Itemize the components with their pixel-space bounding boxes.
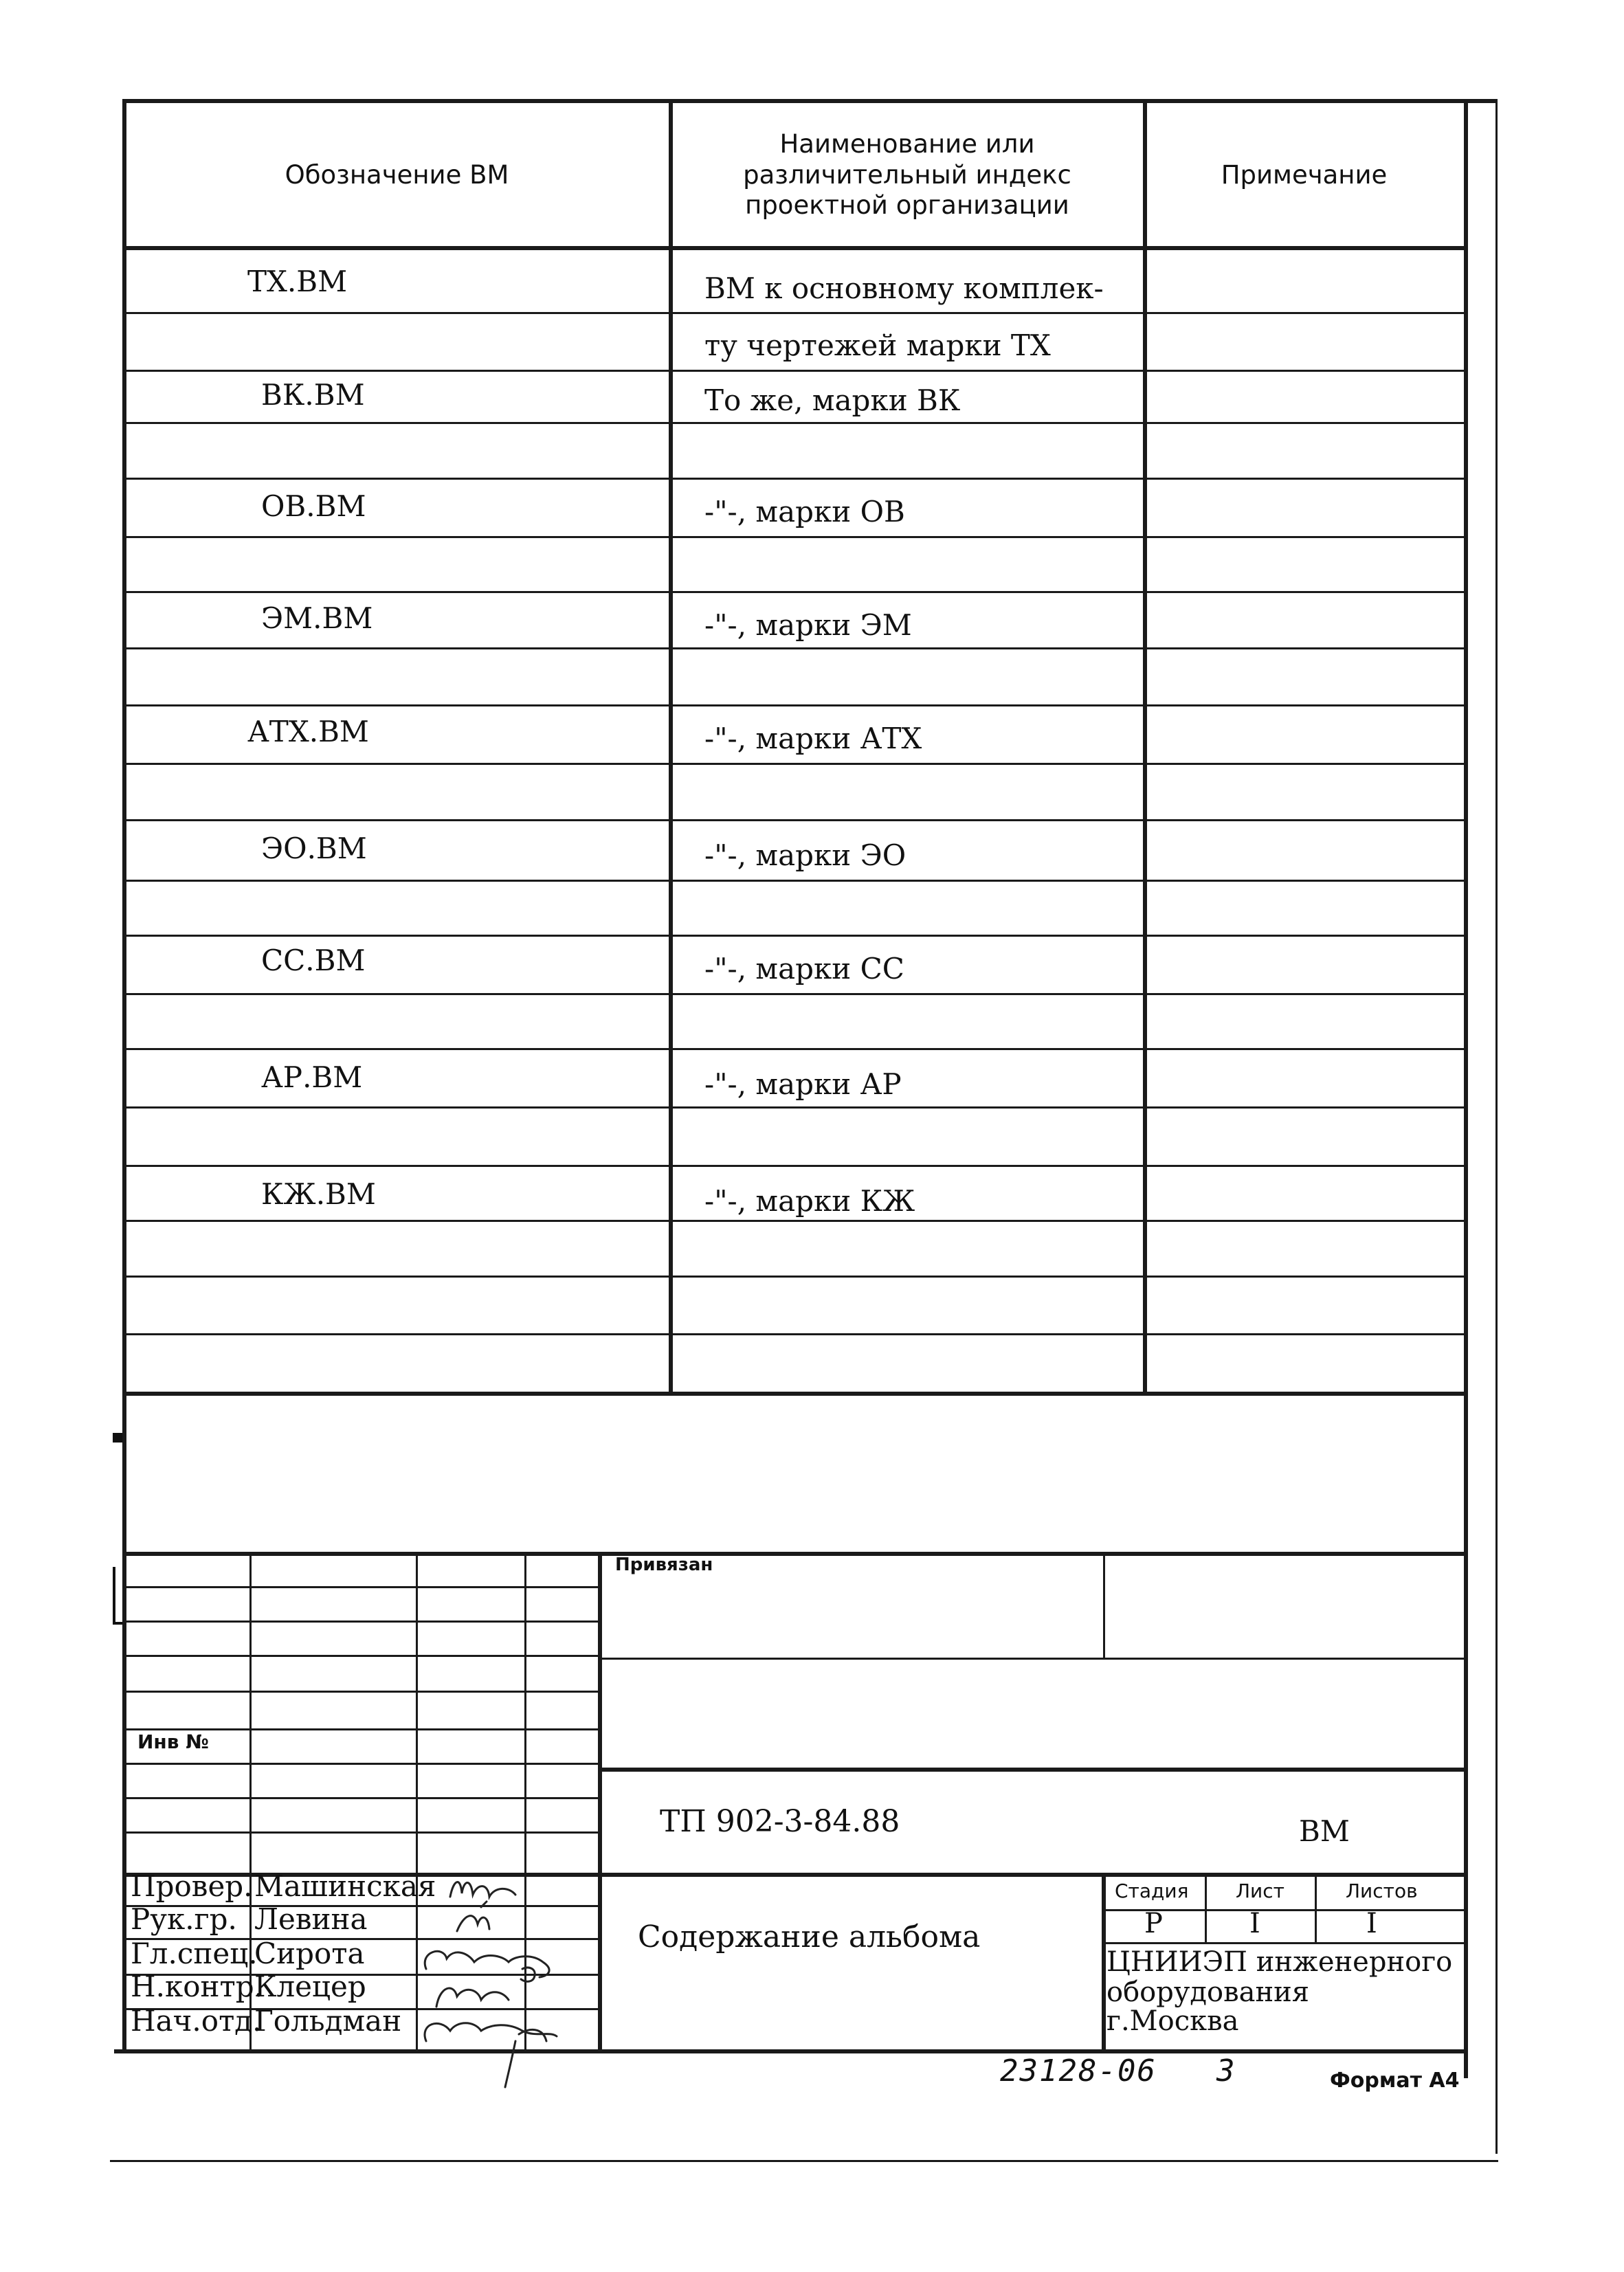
format-label: Формат А4 [1330, 2069, 1460, 2093]
privyazan-label: Привязан [615, 1555, 713, 1575]
sheets-label: Листов [1346, 1880, 1418, 1902]
stage-value: Р [1144, 1908, 1163, 1939]
frame-right [1464, 99, 1468, 2078]
sheets-value: I [1366, 1908, 1377, 1939]
row-line [124, 1333, 1464, 1335]
frame-left [122, 99, 126, 2049]
margin-bracket [113, 1567, 122, 1625]
sheet-label: Лист [1236, 1880, 1284, 1902]
stamp-hline [124, 1763, 599, 1765]
handwritten-signatures [412, 1866, 612, 2093]
row-code: ТХ.ВМ [247, 265, 348, 298]
row-line [124, 1165, 1464, 1167]
row-name: -"-, марки ЭМ [704, 608, 912, 642]
signer-role: Нач.отд. [131, 2004, 262, 2038]
stamp-vline [1102, 1873, 1106, 2049]
row-name: -"-, марки КЖ [704, 1184, 915, 1218]
signer-name: Клецер [254, 1970, 366, 2003]
header-note: Примечание [1221, 159, 1388, 190]
row-line [124, 370, 1464, 372]
stamp-vline [1103, 1552, 1105, 1658]
row-line [124, 478, 1464, 480]
stamp-hline [124, 1831, 599, 1834]
row-line [124, 819, 1464, 821]
signer-name: Гольдман [254, 2004, 402, 2038]
stamp-vline [1205, 1873, 1207, 1942]
row-line [124, 763, 1464, 765]
document-code: ТП 902-3-84.88 [660, 1804, 900, 1839]
stamp-hline [124, 1621, 599, 1623]
row-line [124, 1220, 1464, 1222]
row-name: ВМ к основному комплек- [704, 271, 1104, 305]
row-name: -"-, марки СС [704, 952, 904, 985]
stage-label: Стадия [1115, 1880, 1189, 1902]
row-code: АТХ.ВМ [247, 715, 369, 748]
row-line [124, 880, 1464, 882]
row-line [124, 422, 1464, 424]
row-line [124, 993, 1464, 995]
row-line [124, 312, 1464, 314]
row-line [124, 1276, 1464, 1278]
row-code: АР.ВМ [261, 1060, 363, 1094]
row-line [124, 704, 1464, 706]
row-name: -"-, марки АР [704, 1067, 902, 1101]
row-code: КЖ.ВМ [261, 1177, 376, 1211]
organization-line: оборудования [1106, 1976, 1310, 2008]
stamp-hline [598, 1768, 1465, 1772]
signer-name: Машинская [254, 1869, 436, 1903]
inv-no-label: Инв № [137, 1730, 209, 1753]
header-name: Наименование или различительный индекс проектной организации [743, 129, 1071, 221]
row-name: -"-, марки ЭО [704, 838, 906, 872]
header-designation: Обозначение ВМ [285, 159, 509, 190]
stamp-vline [1315, 1873, 1317, 1942]
document-mark: ВМ [1299, 1814, 1350, 1848]
signer-name: Сирота [254, 1937, 365, 1970]
signer-name: Левина [254, 1902, 368, 1936]
page-right-edge [1495, 99, 1498, 2154]
signer-role: Гл.спец. [131, 1937, 258, 1970]
organization-line: ЦНИИЭП инженерного [1106, 1946, 1453, 1978]
stamp-hline [124, 1797, 599, 1799]
row-name: То же, марки ВК [704, 383, 961, 417]
row-code: ОВ.ВМ [261, 489, 366, 523]
row-line [124, 536, 1464, 538]
stamp-hline [1103, 1942, 1465, 1944]
stamp-hline [598, 1658, 1465, 1660]
col-divider-2 [1143, 103, 1147, 1395]
row-code: ЭО.ВМ [261, 832, 367, 865]
stamp-hline [598, 1873, 1465, 1877]
row-code: ЭМ.ВМ [261, 601, 373, 635]
page-bottom-edge [110, 2160, 1498, 2162]
row-name: ту чертежей марки ТХ [704, 328, 1051, 362]
stamp-hline [124, 1586, 599, 1588]
row-code: СС.ВМ [261, 944, 366, 977]
stamp-top-line [124, 1552, 1465, 1556]
frame-bottom [114, 2049, 1467, 2053]
row-code: ВК.ВМ [261, 378, 365, 412]
table-bottom-line [124, 1392, 1464, 1396]
row-name: -"-, марки АТХ [704, 722, 922, 755]
document-title: Содержание альбома [638, 1919, 981, 1954]
header-divider [122, 246, 1466, 250]
row-line [124, 647, 1464, 649]
signer-role: Рук.гр. [131, 1902, 237, 1936]
col-divider-1 [669, 103, 673, 1395]
row-name: -"-, марки ОВ [704, 495, 905, 528]
row-line [124, 1048, 1464, 1050]
stamp-hline [124, 1655, 599, 1657]
signer-role: Провер. [131, 1869, 253, 1903]
row-line [124, 591, 1464, 593]
sheet-value: I [1249, 1908, 1260, 1939]
row-line [124, 1106, 1464, 1109]
organization-city: г.Москва [1106, 2005, 1239, 2037]
stamp-hline [124, 1691, 599, 1693]
inventory-number: 23128-06 [1000, 2053, 1157, 2089]
page-number: 3 [1216, 2053, 1235, 2089]
margin-tick [113, 1433, 122, 1443]
signer-role: Н.контр. [131, 1970, 263, 2003]
row-line [124, 935, 1464, 937]
